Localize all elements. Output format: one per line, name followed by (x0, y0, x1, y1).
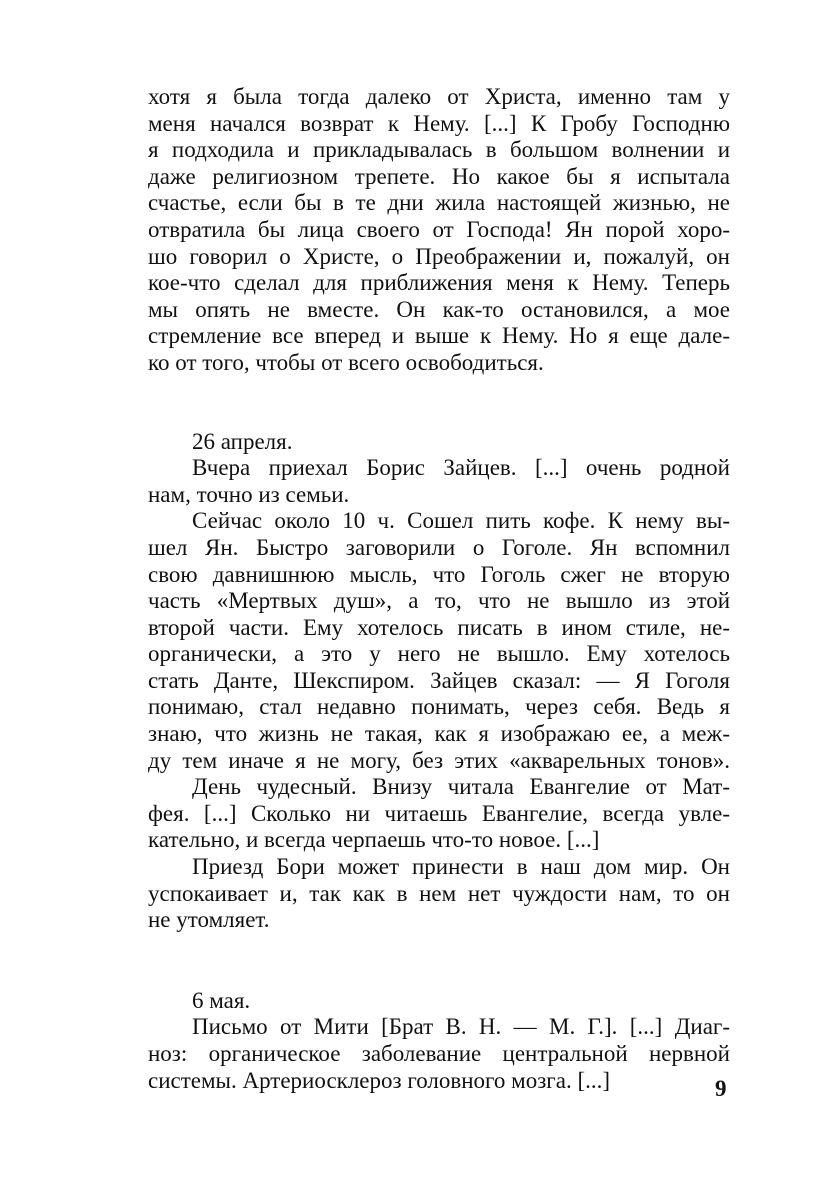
text-line: второй части. Ему хотелось писать в ином стиле, не- (148, 614, 730, 640)
page-number: 9 (715, 1076, 727, 1101)
text-line: отвратила бы лица своего от Господа! Ян порой хоро- (148, 216, 730, 242)
text-line: ко от того, чтобы от всего освободиться. (148, 349, 544, 375)
text-line: Сейчас около 10 ч. Сошел пить кофе. К нему вы- (192, 508, 730, 534)
text-line: даже религиозном трепете. Но какое бы я испытала (148, 163, 730, 189)
text-line: ноз: органическое заболевание центральной нервной (148, 1041, 730, 1066)
diary-entry-april-26 (148, 429, 730, 934)
entry-date: 26 апреля. (192, 428, 293, 454)
text-line: я подходила и прикладывалась в большом волнении и (148, 137, 730, 163)
text-line: День чудесный. Внизу читала Евангелие от Мат- (192, 774, 730, 800)
text-line: хотя я была тогда далеко от Христа, именно там у (148, 84, 730, 109)
text-line: Вчера приехал Борис Зайцев. [...] очень родной (192, 455, 730, 481)
text-line: кательно, и всегда черпаешь что-то новое. [...] (148, 827, 600, 853)
paragraph (148, 455, 730, 508)
text-line: фея. [...] Сколько ни читаешь Евангелие, всегда увле- (148, 800, 730, 826)
paragraph-1 (148, 84, 730, 377)
text-line: системы. Артериосклероз головного мозга. [...] (148, 1067, 611, 1093)
text-line: Приезд Бори может принести в наш дом мир. Он (192, 854, 730, 880)
text-line: Письмо от Мити [Брат В. Н. — М. Г.]. [...] Диаг- (192, 1014, 730, 1040)
text-line: ду тем иначе я не могу, без этих «акварельных тонов». (148, 747, 730, 773)
text-line: меня начался возврат к Нему. [...] К Гробу Господню (148, 110, 730, 136)
text-line: шел Ян. Быстро заговорили о Гоголе. Ян вспомнил (148, 534, 730, 560)
text-line: шо говорил о Христе, о Преображении и, пожалуй, он (148, 243, 730, 269)
text-line: кое-что сделал для приближения меня к Нему. Теперь (148, 270, 730, 296)
text-line: мы опять не вместе. Он как-то остановился, а мое (148, 296, 730, 322)
paragraph (148, 1014, 730, 1094)
text-line: понимаю, стал недавно понимать, через себя. Ведь я (148, 694, 730, 720)
page-body (148, 84, 730, 1094)
text-line: нам, точно из семьи. (148, 481, 350, 507)
text-line: счастье, если бы в те дни жила настоящей жизнью, не (148, 190, 730, 216)
paragraph (148, 854, 730, 934)
text-line: не утомляет. (148, 907, 270, 933)
text-line: свою давнишнюю мысль, что Гоголь сжег не вторую (148, 561, 730, 587)
paragraph (148, 508, 730, 774)
text-line: знаю, что жизнь не такая, как я изображаю ее, а меж- (148, 721, 730, 747)
text-line: часть «Мертвых душ», а то, что не вышло из этой (148, 588, 730, 614)
text-line: стремление все вперед и выше к Нему. Но я еще дале- (148, 323, 730, 349)
text-line: органически, а это у него не вышло. Ему хотелось (148, 641, 730, 667)
diary-entry-may-6 (148, 988, 730, 1094)
entry-date: 6 мая. (192, 987, 251, 1013)
text-line: стать Данте, Шекспиром. Зайцев сказал: — Я Гоголя (148, 667, 730, 693)
paragraph (148, 774, 730, 854)
text-line: успокаивает и, так как в нем нет чуждости нам, то он (148, 880, 730, 906)
